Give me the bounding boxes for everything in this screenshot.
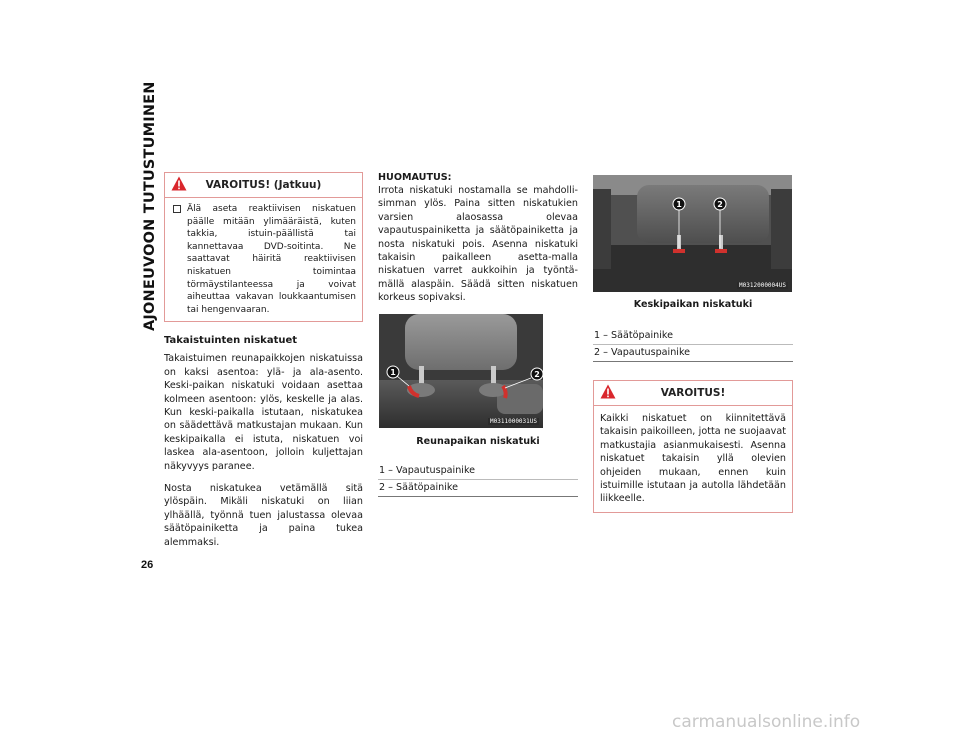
section-paragraph-2: Nosta niskatukea vetämällä sitä ylöspäin. Mikäli niskatuki on liian ylhäällä, työnnä tuen jalustassa olevaa säätöpainiketta ja paina tukea alemmaksi.	[164, 483, 363, 548]
page-number: 26	[141, 559, 154, 571]
note-title: HUOMAUTUS:	[378, 172, 452, 183]
warning-header	[594, 381, 792, 406]
chapter-side-title: AJONEUVOON TUTUSTUMINEN	[142, 81, 158, 331]
checkbox-bullet-icon	[173, 205, 181, 213]
figure2-legend	[593, 328, 793, 362]
figure1-legend	[378, 463, 578, 497]
figure1-callout-1: 1	[390, 367, 396, 377]
legend-item: 2 – Säätöpainike	[378, 479, 578, 496]
legend-item: 2 – Vapautuspainike	[593, 344, 793, 361]
warning-box	[593, 380, 793, 513]
warning-triangle-icon	[600, 384, 616, 399]
section-heading: Takaistuinten niskatuet	[164, 335, 298, 347]
column-right	[593, 172, 793, 513]
figure2-callout-1: 1	[676, 200, 682, 209]
watermark-text: carmanualsonline.info	[672, 712, 861, 732]
outboard-headrest-figure	[379, 314, 543, 428]
note-text: Irrota niskatuki nostamalla se mahdolli-simman ylös. Paina sitten niskatukien varsien alaosassa olevaa vapautuspainiketta ja säätöpainiketta ja nosta niskatuki pois. Asenna niskatuki takaisin paikalleen asetta-malla niskatuen varret aukkoihin ja työntä-mällä alaspäin. Säädä sitten niskatuen korkeus sopivaksi.	[378, 185, 578, 304]
figure1-code: M0311000031US	[490, 417, 537, 425]
warning-body: Kaikki niskatuet on kiinnitettävä takaisin paikoilleen, jotta ne suojaavat matkustajia asianmukaisesti. Asenna niskatuet takaisin yllä olevien ohjeiden mukaan, ennen kuin istuimille istutaan ja autolla lähdetään liikkeelle.	[600, 413, 786, 505]
legend-item: 1 – Säätöpainike	[594, 330, 673, 341]
column-middle	[378, 172, 578, 497]
center-headrest-figure	[593, 175, 792, 292]
warning-bullet-text: Älä aseta reaktiivisen niskatuen päälle mitään ylimääräistä, kuten takkia, istuin-päällistä tai kannettavaa DVD-soitinta. Ne saattavat häiritä reaktiivisen niskatuen toimintaa törmäystilanteessa ja voivat aiheuttaa vakavan loukkaantumisen tai hengenvaaran.	[187, 204, 356, 315]
figure2-caption: Keskipaikan niskatuki	[633, 299, 753, 310]
figure1-callout-2: 2	[534, 369, 540, 379]
warning-bullet-item	[171, 203, 356, 316]
warning-triangle-icon	[171, 176, 187, 191]
warning-continued-body	[165, 198, 362, 321]
center-headrest-illustration	[593, 175, 792, 292]
warning-title: VAROITUS!	[660, 387, 726, 399]
section-paragraph-1: Takaistuimen reunapaikkojen niskatuissa on kaksi asentoa: ylä- ja ala-asento. Keski-paikan niskatuki voidaan asettaa kolmeen asentoon: ylös, keskelle ja alas. Kun keski-paikalla istutaan, niskatukea on säädettävä matkustajan mukaan. Kun keskipaikalla ei istuta, niskatuen voi laskea ala-asentoon, jolloin kuljettajan näkyvyys paranee.	[164, 353, 363, 472]
figure2-code: M0312000004US	[739, 282, 786, 289]
column-left	[164, 172, 363, 558]
figure2-callout-2: 2	[717, 200, 723, 209]
legend-item: 1 – Vapautuspainike	[379, 464, 476, 476]
outboard-headrest-illustration	[379, 314, 543, 428]
warning-continued-box	[164, 172, 363, 322]
warning-continued-header	[165, 173, 362, 198]
warning-continued-title: VAROITUS! (Jatkuu)	[205, 179, 322, 191]
figure1-caption: Reunapaikan niskatuki	[416, 435, 540, 447]
